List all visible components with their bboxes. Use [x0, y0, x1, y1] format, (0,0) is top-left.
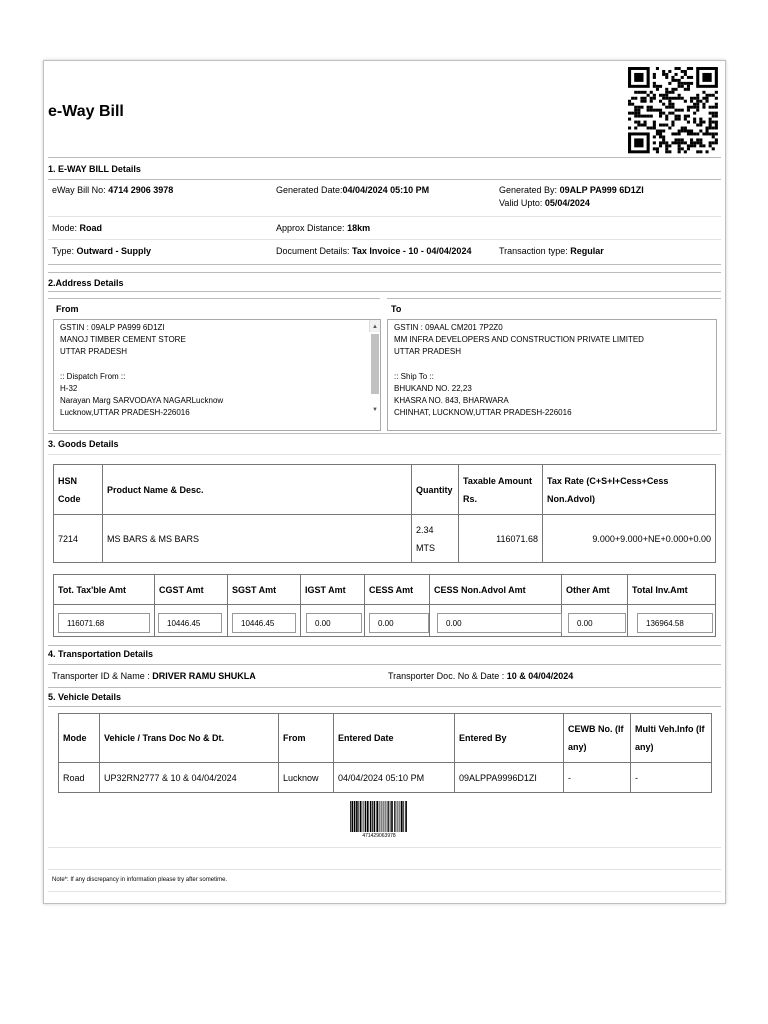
from-address-textarea[interactable]: GSTIN : 09ALP PA999 6D1ZI MANOJ TIMBER CEMENT STORE UTTAR PRADESH :: Dispatch From :: H-32 Narayan Marg SARVODAYA NAGARLucknow Lucknow,UTTAR PRADESH-226016 ▲ ▼ [53, 319, 381, 431]
to-label: To [391, 304, 402, 314]
goods-header-taxrate: Tax Rate (C+S+I+Cess+Cess Non.Advol) [543, 465, 716, 515]
total-taxable-field: 116071.68 [58, 613, 150, 633]
goods-header-hsn: HSN Code [54, 465, 103, 515]
goods-table [53, 464, 716, 563]
note-text: Note*: If any discrepancy in information please try after sometime. [52, 877, 228, 883]
igst-field: 0.00 [306, 613, 362, 633]
section-vehicle-details: 5. Vehicle Details [48, 692, 122, 702]
goods-header-quantity: Quantity [412, 465, 459, 515]
scroll-up-icon[interactable]: ▲ [372, 324, 378, 330]
goods-header-row [54, 465, 716, 515]
generated-by-field: Generated By: 09ALP PA999 6D1ZI [499, 185, 644, 195]
table-row: 7214 MS BARS & MS BARS 2.34 MTS 116071.68 9.000+9.000+NE+0.000+0.00 [54, 515, 716, 563]
ewb-number-field: eWay Bill No: 4714 2906 3978 [52, 185, 174, 195]
table-row: Road UP32RN2777 & 10 & 04/04/2024 Lucknow 04/04/2024 05:10 PM 09ALPPA9996D1ZI - - [59, 763, 712, 793]
section-transportation-details: 4. Transportation Details [48, 649, 154, 659]
section-goods-details: 3. Goods Details [48, 439, 119, 449]
cgst-field: 10446.45 [158, 613, 222, 633]
total-inv-field: 136964.58 [637, 613, 713, 633]
goods-header-taxable: Taxable Amount Rs. [459, 465, 543, 515]
mode-field: Mode: Road [52, 223, 103, 233]
eway-bill-page [43, 60, 726, 904]
goods-header-product: Product Name & Desc. [103, 465, 412, 515]
barcode-number: 471429063978 [362, 833, 396, 839]
totals-header-row: Tot. Tax'ble Amt CGST Amt SGST Amt IGST Amt CESS Amt CESS Non.Advol Amt Other Amt Total Inv.Amt [54, 575, 716, 605]
document-details-field: Document Details: Tax Invoice - 10 - 04/04/2024 [276, 246, 472, 256]
generated-date-field: Generated Date:04/04/2024 05:10 PM [276, 185, 430, 195]
cess-field: 0.00 [369, 613, 429, 633]
barcode [350, 801, 408, 835]
scroll-down-icon[interactable]: ▼ [372, 407, 378, 413]
vehicle-header-row: Mode Vehicle / Trans Doc No & Dt. From Entered Date Entered By CEWB No. (If any) Multi Veh.Info (If any) [59, 714, 712, 763]
distance-field: Approx Distance: 18km [276, 223, 371, 233]
cess-non-advol-field: 0.00 [437, 613, 562, 633]
from-label: From [56, 304, 79, 314]
qr-code [628, 67, 722, 155]
transaction-type-field: Transaction type: Regular [499, 246, 604, 256]
section-ewb-details: 1. E-WAY BILL Details [48, 164, 141, 174]
sgst-field: 10446.45 [232, 613, 296, 633]
type-field: Type: Outward - Supply [52, 246, 152, 256]
other-amt-field: 0.00 [568, 613, 626, 633]
transporter-id-field: Transporter ID & Name : DRIVER RAMU SHUKLA [52, 671, 256, 681]
to-address-textarea[interactable]: GSTIN : 09AAL CM201 7P2Z0 MM INFRA DEVELOPERS AND CONSTRUCTION PRIVATE LIMITED UTTAR PRADESH :: Ship To :: BHUKAND NO. 22,23 KHASRA NO. 843, BHARWARA CHINHAT, LUCKNOW,UTTAR PRADESH-226016 [387, 319, 717, 431]
page-title: e-Way Bill [48, 103, 124, 120]
vehicle-table [58, 713, 712, 793]
transporter-doc-field: Transporter Doc. No & Date : 10 & 04/04/2024 [388, 671, 574, 681]
section-address-details: 2.Address Details [48, 278, 124, 288]
from-address-scrollbar[interactable] [369, 320, 380, 413]
valid-upto-field: Valid Upto: 05/04/2024 [499, 198, 590, 208]
